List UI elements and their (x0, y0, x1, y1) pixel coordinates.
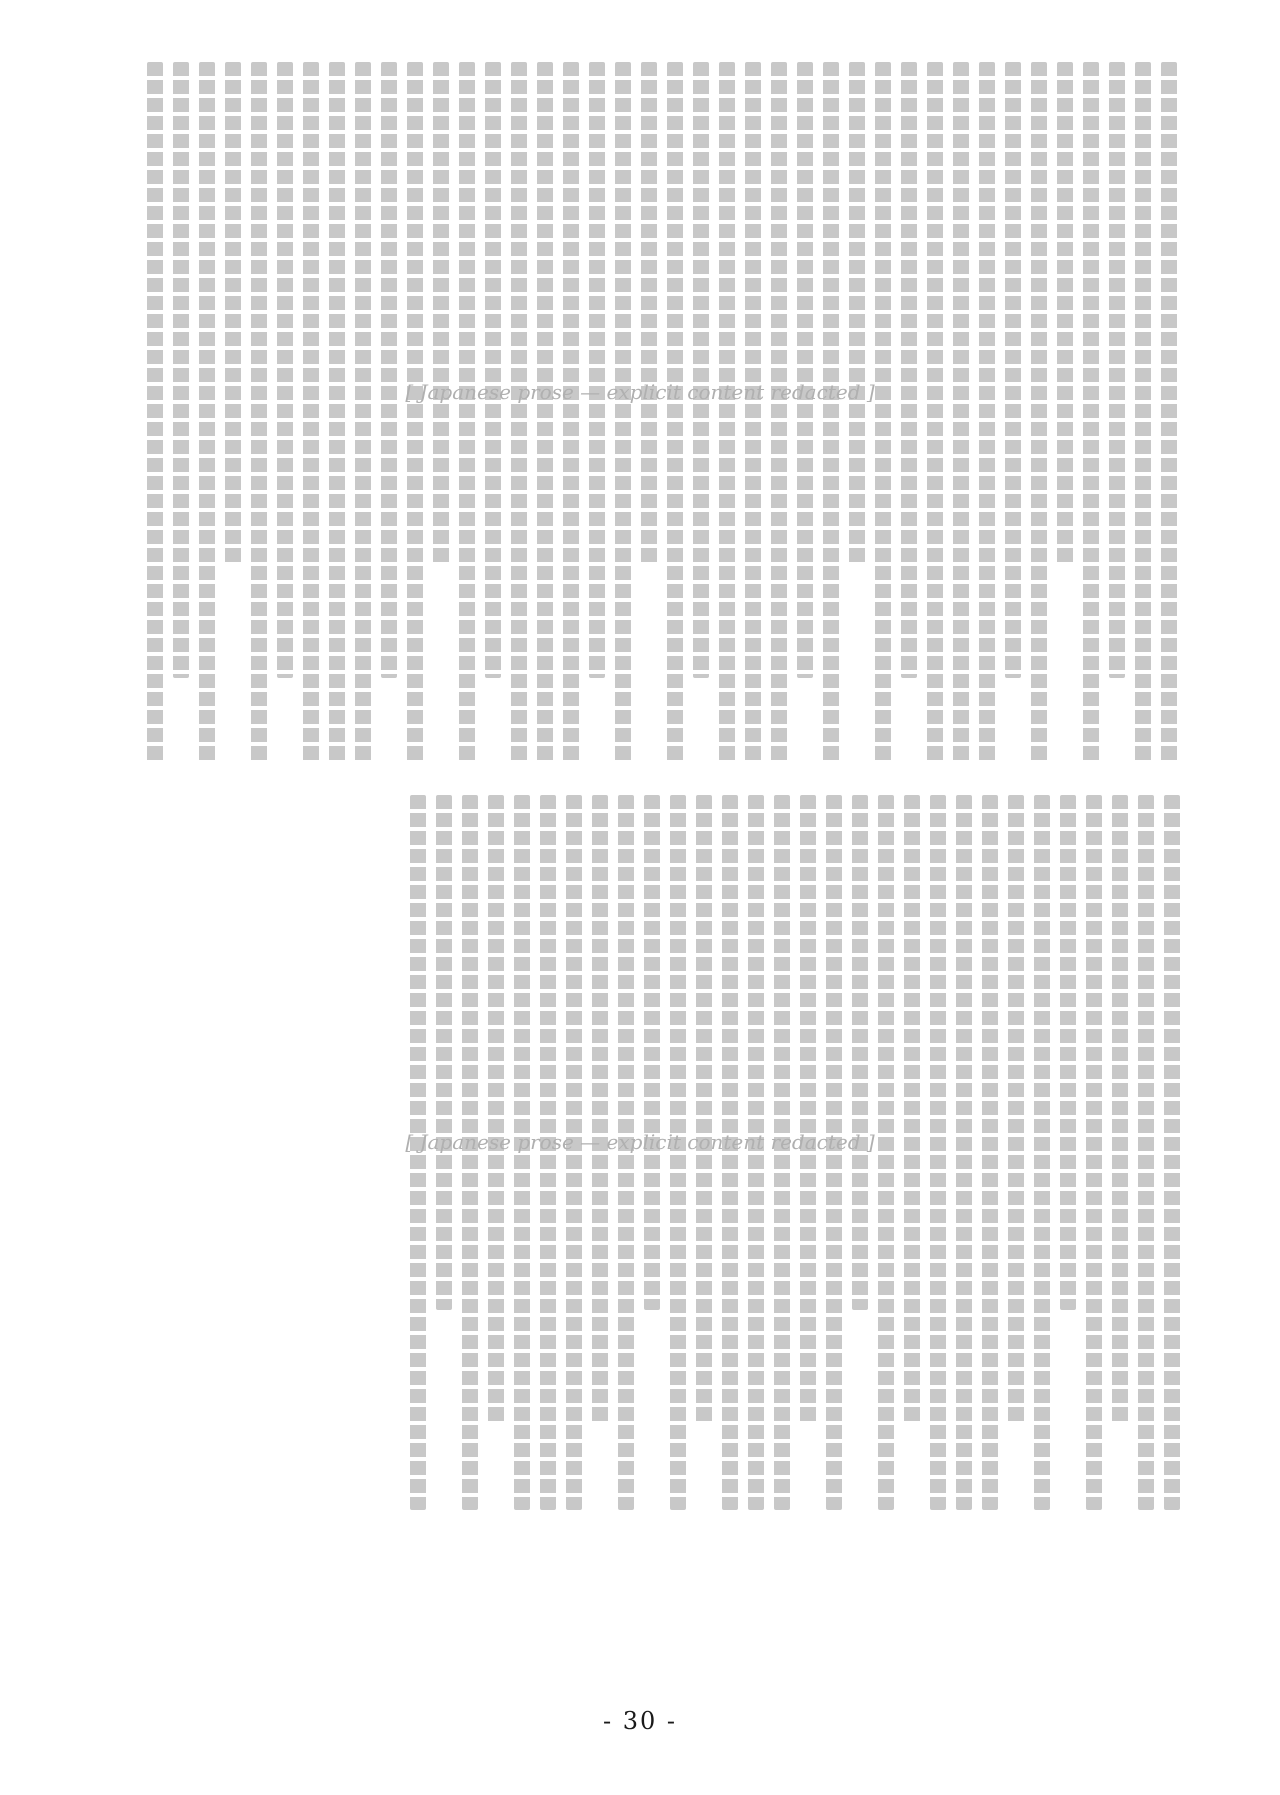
redacted-text-column (953, 62, 969, 762)
redacted-text-column (381, 62, 397, 678)
redacted-text-column (719, 62, 735, 762)
redaction-note-lower: [ Japanese prose — explicit content redacted ] (405, 1130, 875, 1154)
redacted-text-column (1109, 62, 1125, 678)
redacted-text-column (1164, 795, 1180, 1510)
redacted-text-column (1138, 795, 1154, 1510)
redacted-text-column (277, 62, 293, 678)
prose-block-upper (112, 62, 1177, 762)
redacted-text-column (849, 62, 865, 566)
redacted-text-column (199, 62, 215, 762)
redacted-text-column (930, 795, 946, 1510)
redacted-text-column (563, 62, 579, 762)
redacted-text-column (459, 62, 475, 762)
redacted-text-column (979, 62, 995, 762)
redacted-text-column (589, 62, 605, 678)
redacted-text-column (1135, 62, 1151, 762)
redacted-text-column (667, 62, 683, 762)
redacted-text-column (251, 62, 267, 762)
redacted-text-column (592, 795, 608, 1424)
redacted-text-column (644, 795, 660, 1310)
redacted-text-column (329, 62, 345, 762)
redacted-text-column (696, 795, 712, 1424)
redacted-text-column (147, 62, 163, 762)
redacted-text-column (225, 62, 241, 566)
redacted-text-column (641, 62, 657, 566)
page-number: - 30 - (602, 1707, 677, 1735)
redacted-text-column (303, 62, 319, 762)
redacted-text-column (823, 62, 839, 762)
redacted-text-column (797, 62, 813, 678)
redacted-text-column (982, 795, 998, 1510)
redacted-text-column (901, 62, 917, 678)
redacted-text-column (1031, 62, 1047, 762)
redacted-text-column (771, 62, 787, 762)
redacted-text-column (1057, 62, 1073, 566)
redacted-text-column (878, 795, 894, 1510)
redacted-text-column (615, 62, 631, 762)
redacted-text-column (693, 62, 709, 678)
redacted-text-column (852, 795, 868, 1310)
redacted-text-column (1086, 795, 1102, 1510)
redacted-text-column (485, 62, 501, 678)
redacted-text-column (173, 62, 189, 678)
redaction-note-upper: [ Japanese prose — explicit content redacted ] (405, 380, 875, 404)
redacted-text-column (436, 795, 452, 1310)
redacted-text-column (745, 62, 761, 762)
redacted-text-column (904, 795, 920, 1424)
redacted-text-column (875, 62, 891, 762)
redacted-text-column (407, 62, 423, 762)
redacted-text-column (956, 795, 972, 1510)
redacted-text-column (1008, 795, 1024, 1424)
redacted-text-column (1034, 795, 1050, 1510)
redacted-text-column (488, 795, 504, 1424)
redacted-text-column (800, 795, 816, 1424)
redacted-text-column (1161, 62, 1177, 762)
redacted-text-column (433, 62, 449, 566)
redacted-text-column (1083, 62, 1099, 762)
redacted-text-column (1060, 795, 1076, 1310)
redacted-text-column (1112, 795, 1128, 1424)
redacted-text-column (355, 62, 371, 762)
redacted-text-column (927, 62, 943, 762)
redacted-text-column (537, 62, 553, 762)
redacted-text-column (1005, 62, 1021, 678)
redacted-text-column (511, 62, 527, 762)
